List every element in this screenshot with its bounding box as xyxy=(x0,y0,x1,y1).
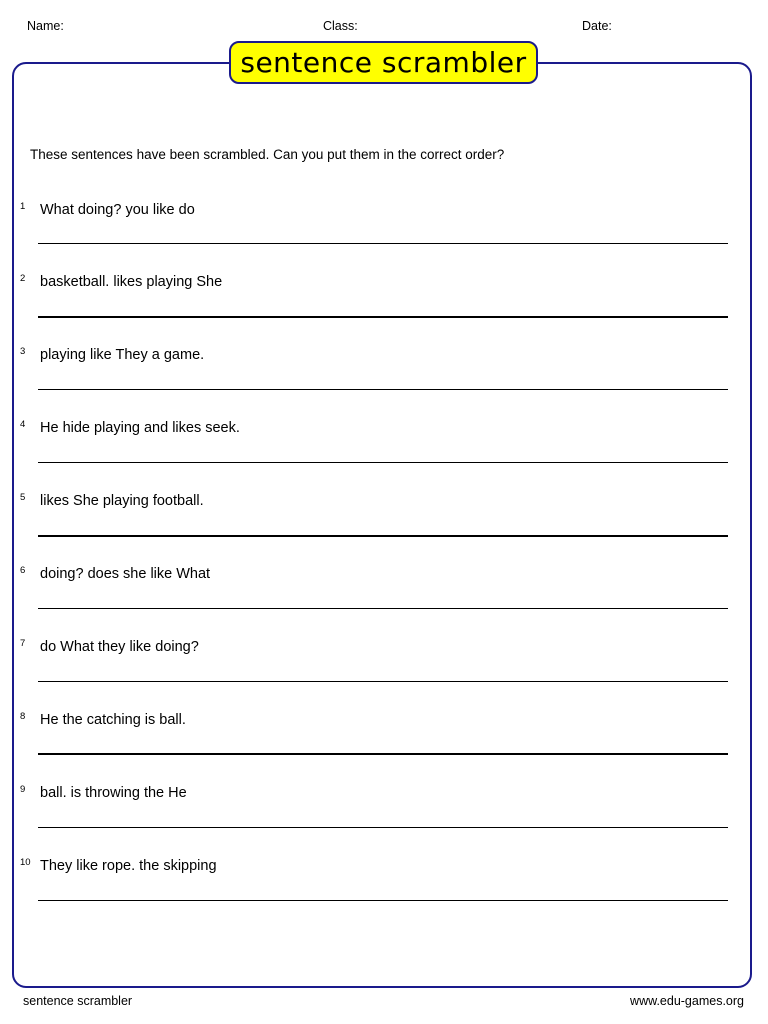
question-number: 3 xyxy=(20,346,26,357)
scrambled-sentence: likes She playing football. xyxy=(40,493,204,509)
question-item xyxy=(0,201,768,241)
answer-line[interactable] xyxy=(38,827,728,828)
question-number: 1 xyxy=(20,201,26,212)
scrambled-sentence: doing? does she like What xyxy=(40,566,211,582)
question-item xyxy=(0,346,768,386)
answer-line[interactable] xyxy=(38,681,728,682)
question-item xyxy=(0,273,768,313)
question-item xyxy=(0,857,768,897)
question-item xyxy=(0,711,768,751)
question-item xyxy=(0,565,768,605)
question-number: 5 xyxy=(20,492,26,503)
worksheet-title: sentence scrambler xyxy=(229,41,538,84)
scrambled-sentence: do What they like doing? xyxy=(40,639,199,655)
date-label: Date: xyxy=(582,19,612,33)
footer-website: www.edu-games.org xyxy=(630,994,744,1008)
question-number: 9 xyxy=(20,784,26,795)
question-item xyxy=(0,492,768,532)
footer-title: sentence scrambler xyxy=(23,994,133,1008)
question-number: 2 xyxy=(20,273,26,284)
scrambled-sentence: What doing? you like do xyxy=(40,202,195,218)
answer-line[interactable] xyxy=(38,389,728,390)
scrambled-sentence: basketball. likes playing She xyxy=(40,274,223,290)
answer-line[interactable] xyxy=(38,243,728,244)
scrambled-sentence: ball. is throwing the He xyxy=(40,785,187,801)
question-number: 4 xyxy=(20,419,26,430)
name-label: Name: xyxy=(27,19,64,33)
answer-line[interactable] xyxy=(38,462,728,463)
scrambled-sentence: He the catching is ball. xyxy=(40,712,186,728)
question-item xyxy=(0,784,768,824)
question-number: 8 xyxy=(20,711,26,722)
question-number: 7 xyxy=(20,638,26,649)
answer-line[interactable] xyxy=(38,316,728,318)
question-item xyxy=(0,638,768,678)
answer-line[interactable] xyxy=(38,535,728,537)
answer-line[interactable] xyxy=(38,753,728,755)
instructions-text: These sentences have been scrambled. Can you put them in the correct order? xyxy=(30,147,505,162)
question-number: 10 xyxy=(20,857,31,868)
scrambled-sentence: He hide playing and likes seek. xyxy=(40,420,240,436)
question-item xyxy=(0,419,768,459)
question-number: 6 xyxy=(20,565,26,576)
answer-line[interactable] xyxy=(38,900,728,901)
answer-line[interactable] xyxy=(38,608,728,609)
scrambled-sentence: They like rope. the skipping xyxy=(40,858,217,874)
class-label: Class: xyxy=(323,19,358,33)
scrambled-sentence: playing like They a game. xyxy=(40,347,205,363)
